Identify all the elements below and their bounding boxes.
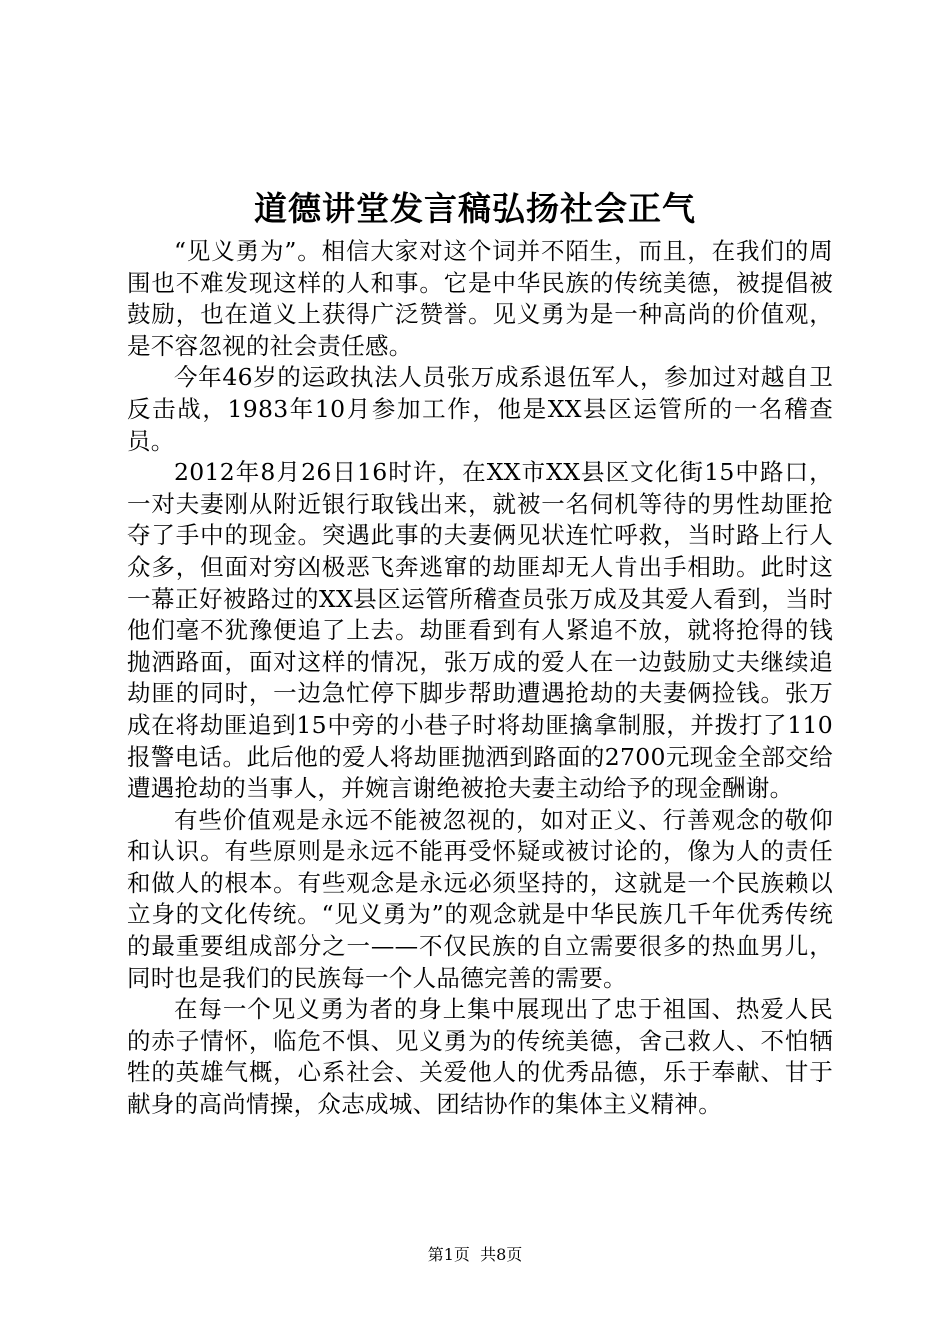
paragraph-2: 今年46岁的运政执法人员张万成系退伍军人，参加过对越自卫反击战，1983年10月参加工作，他是XX县区运管所的一名稽查员。 (127, 363, 833, 455)
paragraph-1: “见义勇为”。相信大家对这个词并不陌生，而且，在我们的周围也不难发现这样的人和事。它是中华民族的传统美德，被提倡被鼓励，也在道义上获得广泛赞誉。见义勇为是一种高尚的价值观，是不容忽视的社会责任感。 (127, 237, 833, 360)
page-number-label: 第1页 共8页 (427, 1245, 523, 1264)
paragraph-3: 2012年8月26日16时许，在XX市XX县区文化街15中路口，一对夫妻刚从附近银行取钱出来，就被一名伺机等待的男性劫匪抢夺了手中的现金。突遇此事的夫妻俩见状连忙呼救，当时路上行人众多，但面对穷凶极恶飞奔逃窜的劫匪却无人肯出手相助。此时这一幕正好被路过的XX县区运管所稽查员张万成及其爱人看到，当时他们毫不犹豫便追了上去。劫匪看到有人紧追不放，就将抢得的钱抛洒路面，面对这样的情况，张万成的爱人在一边鼓励丈夫继续追劫匪的同时，一边急忙停下脚步帮助遭遇抢劫的夫妻俩捡钱。张万成在将劫匪追到15中旁的小巷子时将劫匪擒拿制服，并拨打了110报警电话。此后他的爱人将劫匪抛洒到路面的2700元现金全部交给遭遇抢劫的当事人，并婉言谢绝被抢夫妻主动给予的现金酬谢。 (127, 458, 833, 803)
paragraph-4: 有些价值观是永远不能被忽视的，如对正义、行善观念的敬仰和认识。有些原则是永远不能再受怀疑或被讨论的，像为人的责任和做人的根本。有些观念是永远必须坚持的，这就是一个民族赖以立身的文化传统。“见义勇为”的观念就是中华民族几千年优秀传统的最重要组成部分之一——不仅民族的自立需要很多的热血男儿，同时也是我们的民族每一个人品德完善的需要。 (127, 805, 833, 992)
document-body (127, 236, 833, 1121)
paragraph-5: 在每一个见义勇为者的身上集中展现出了忠于祖国、热爱人民的赤子情怀，临危不惧、见义勇为的传统美德，舍己救人、不怕牺牲的英雄气概，心系社会、关爱他人的优秀品德，乐于奉献、甘于献身的高尚情操，众志成城、团结协作的集体主义精神。 (127, 995, 833, 1119)
document-title: 道德讲堂发言稿弘扬社会正气 (254, 189, 696, 228)
page-footer (0, 1243, 950, 1267)
